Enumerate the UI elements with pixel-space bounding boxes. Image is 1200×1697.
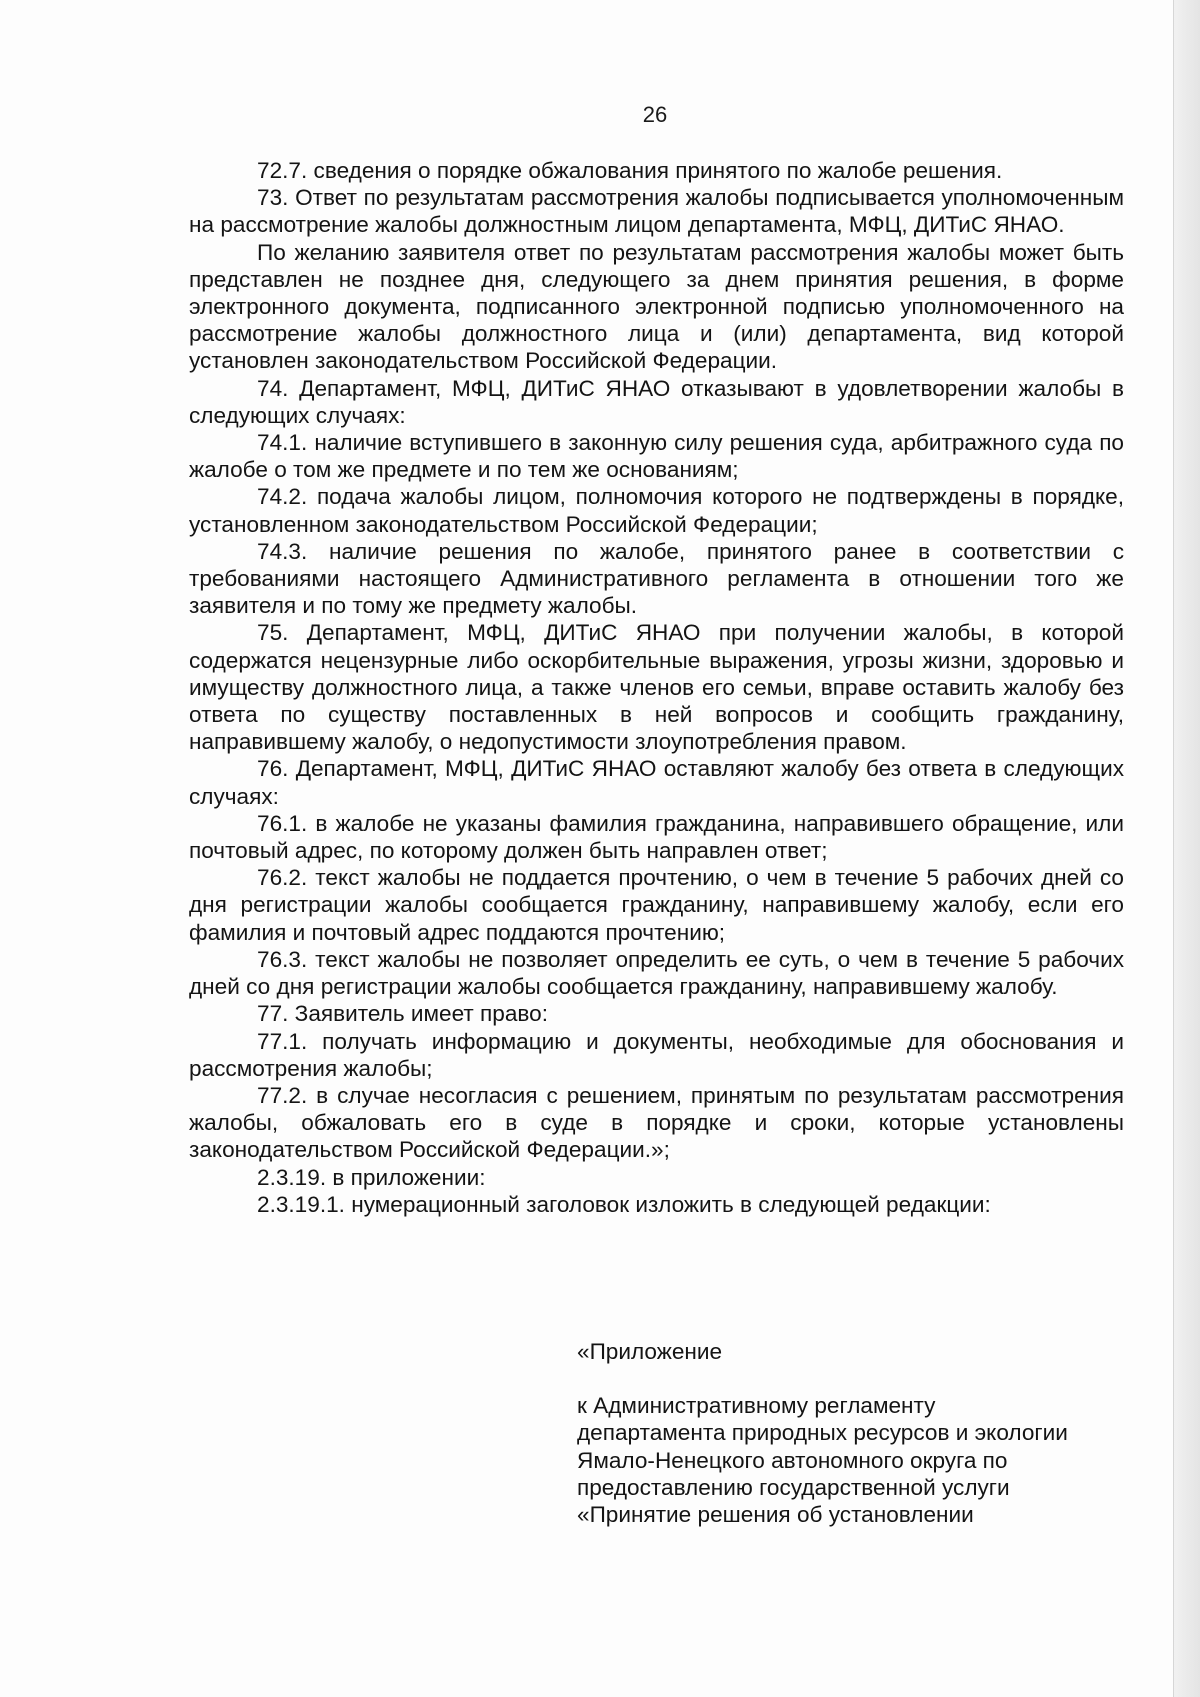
- paragraph-76-2: 76.2. текст жалобы не поддается прочтению, о чем в течение 5 рабочих дней со дня регистрации жалобы сообщается гражданину, направившему жалобу, если его фамилия и почтовый адрес поддаются прочтению;: [189, 865, 1124, 945]
- appendix-heading-block: [577, 1338, 1137, 1528]
- appendix-title: «Приложение: [577, 1339, 723, 1364]
- paragraph-76-3: 76.3. текст жалобы не позволяет определить ее суть, о чем в течение 5 рабочих дней со дня регистрации жалобы сообщается гражданину, направившему жалобу.: [189, 946, 1124, 1000]
- appendix-line: департамента природных ресурсов и экологии: [577, 1420, 1068, 1446]
- paragraph-76-1: 76.1. в жалобе не указаны фамилия гражданина, направившего обращение, или почтовый адрес, по которому должен быть направлен ответ;: [189, 810, 1124, 864]
- document-body: [189, 157, 1124, 1218]
- paragraph-75: 75. Департамент, МФЦ, ДИТиС ЯНАО при получении жалобы, в которой содержатся нецензурные либо оскорбительные выражения, угрозы жизни, здоровью и имуществу должностного лица, а также членов его семьи, вправе оставить жалобу без ответа по существу поставленных в ней вопросов и сообщить гражданину, направившему жалобу, о недопустимости злоупотребления правом.: [189, 620, 1124, 755]
- appendix-line: «Принятие решения об установлении: [577, 1502, 974, 1528]
- paragraph-2-3-19: 2.3.19. в приложении:: [257, 1164, 486, 1190]
- paragraph-74-2: 74.2. подача жалобы лицом, полномочия которого не подтверждены в порядке, установленном законодательством Российской Федерации;: [189, 484, 1124, 537]
- paragraph-2-3-19-1: 2.3.19.1. нумерационный заголовок изложить в следующей редакции:: [257, 1191, 991, 1217]
- paragraph-77: 77. Заявитель имеет право:: [257, 1001, 549, 1027]
- page-edge-shadow: [1173, 0, 1200, 1697]
- appendix-line: к Административному регламенту: [577, 1393, 936, 1419]
- appendix-line: предоставлению государственной услуги: [577, 1474, 1010, 1500]
- appendix-line: Ямало-Ненецкого автономного округа по: [577, 1447, 1008, 1473]
- paragraph-74: 74. Департамент, МФЦ, ДИТиС ЯНАО отказывают в удовлетворении жалобы в следующих случаях:: [189, 375, 1124, 428]
- paragraph-72-7: 72.7. сведения о порядке обжалования принятого по жалобе решения.: [257, 158, 1003, 183]
- paragraph-77-1: 77.1. получать информацию и документы, необходимые для обоснования и рассмотрения жалобы;: [189, 1028, 1124, 1081]
- paragraph-77-2: 77.2. в случае несогласия с решением, принятым по результатам рассмотрения жалобы, обжаловать его в суде в порядке и сроки, которые установлены законодательством Российской Федерации.»;: [189, 1082, 1124, 1163]
- paragraph-74-3: 74.3. наличие решения по жалобе, принятого ранее в соответствии с требованиями настоящего Административного регламента в отношении того же заявителя и по тому же предмету жалобы.: [189, 538, 1124, 619]
- paragraph-73-response-form: По желанию заявителя ответ по результатам рассмотрения жалобы может быть представлен не позднее дня, следующего за днем принятия решения, в форме электронного документа, подписанного электронной подписью уполномоченного на рассмотрение жалобы должностного лица и (или) департамента, вид которой установлен законодательством Российской Федерации.: [189, 239, 1124, 374]
- paragraph-74-1: 74.1. наличие вступившего в законную силу решения суда, арбитражного суда по жалобе о том же предмете и по тем же основаниям;: [189, 430, 1124, 483]
- paragraph-76: 76. Департамент, МФЦ, ДИТиС ЯНАО оставляют жалобу без ответа в следующих случаях:: [189, 756, 1124, 809]
- paragraph-73: 73. Ответ по результатам рассмотрения жалобы подписывается уполномоченным на рассмотрение жалобы должностным лицом департамента, МФЦ, ДИТиС ЯНАО.: [189, 185, 1124, 238]
- page-number: 26: [642, 102, 668, 127]
